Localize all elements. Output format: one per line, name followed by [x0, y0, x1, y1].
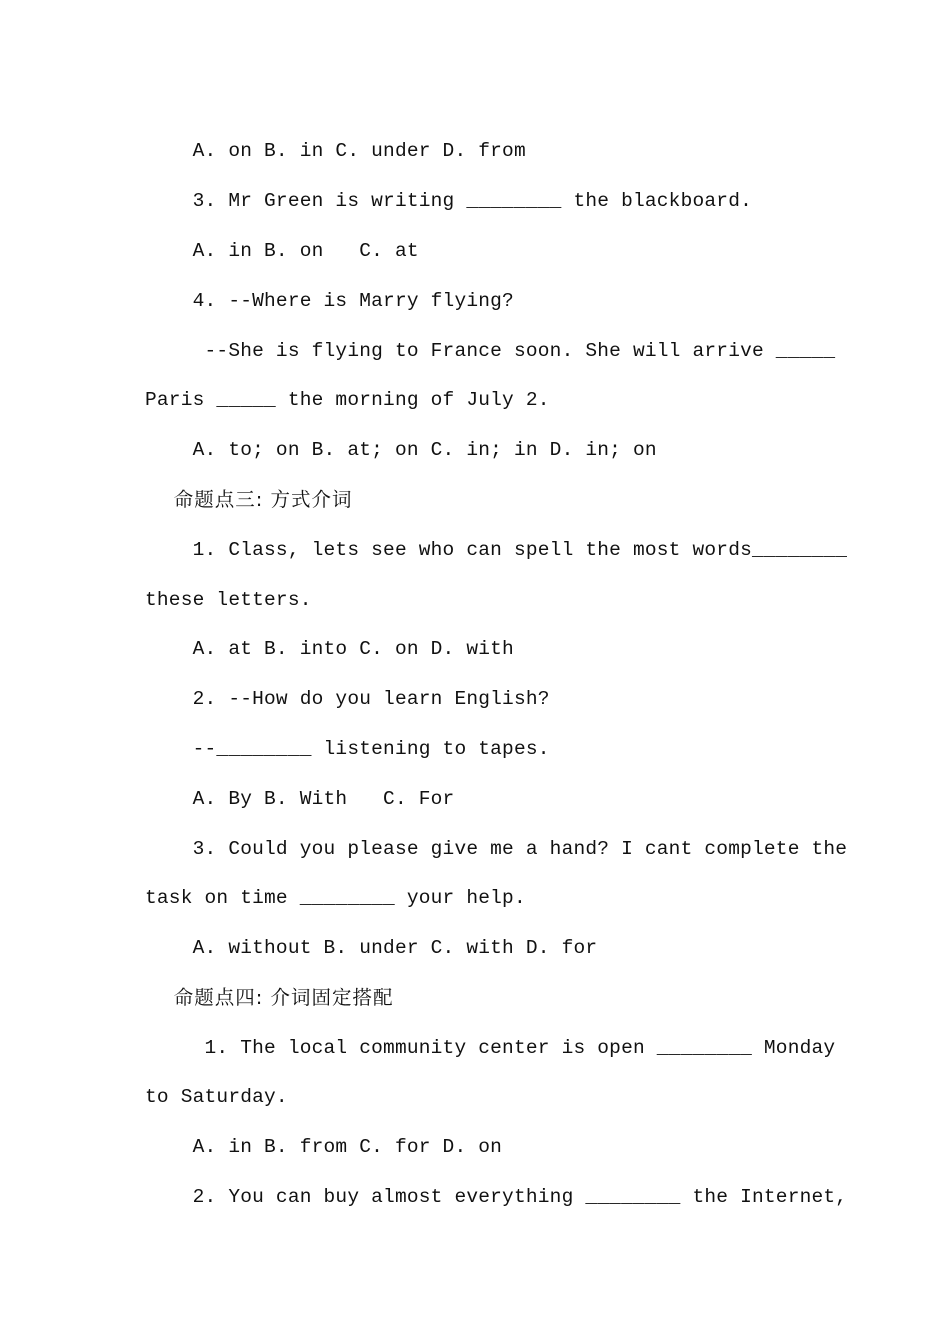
text-line: A. in B. from C. for D. on [145, 1136, 503, 1158]
text-line: Paris _____ the morning of July 2. [145, 389, 550, 411]
text-line: A. in B. on C. at [145, 240, 419, 262]
text-line: --________ listening to tapes. [145, 738, 550, 760]
text-line: 3. Could you please give me a hand? I cant complete the [145, 838, 848, 860]
text-line: 2. --How do you learn English? [145, 688, 550, 710]
section-heading: 命题点三: 方式介词 [145, 488, 353, 511]
text-line: A. without B. under C. with D. for [145, 937, 598, 959]
text-line: A. to; on B. at; on C. in; in D. in; on [145, 439, 657, 461]
text-line: 3. Mr Green is writing ________ the blackboard. [145, 190, 752, 212]
text-line: 1. Class, lets see who can spell the most words________ [145, 539, 848, 561]
text-line: these letters. [145, 589, 312, 611]
text-line: task on time ________ your help. [145, 887, 526, 909]
text-line: 2. You can buy almost everything ________ the Internet, [145, 1186, 848, 1208]
text-line: A. By B. With C. For [145, 788, 455, 810]
text-line: to Saturday. [145, 1086, 288, 1108]
text-line: --She is flying to France soon. She will arrive _____ [145, 340, 836, 362]
text-line: 1. The local community center is open ________ Monday [145, 1037, 836, 1059]
text-line: A. on B. in C. under D. from [145, 140, 526, 162]
section-heading: 命题点四: 介词固定搭配 [145, 986, 394, 1009]
text-line: 4. --Where is Marry flying? [145, 290, 514, 312]
text-line: A. at B. into C. on D. with [145, 638, 514, 660]
